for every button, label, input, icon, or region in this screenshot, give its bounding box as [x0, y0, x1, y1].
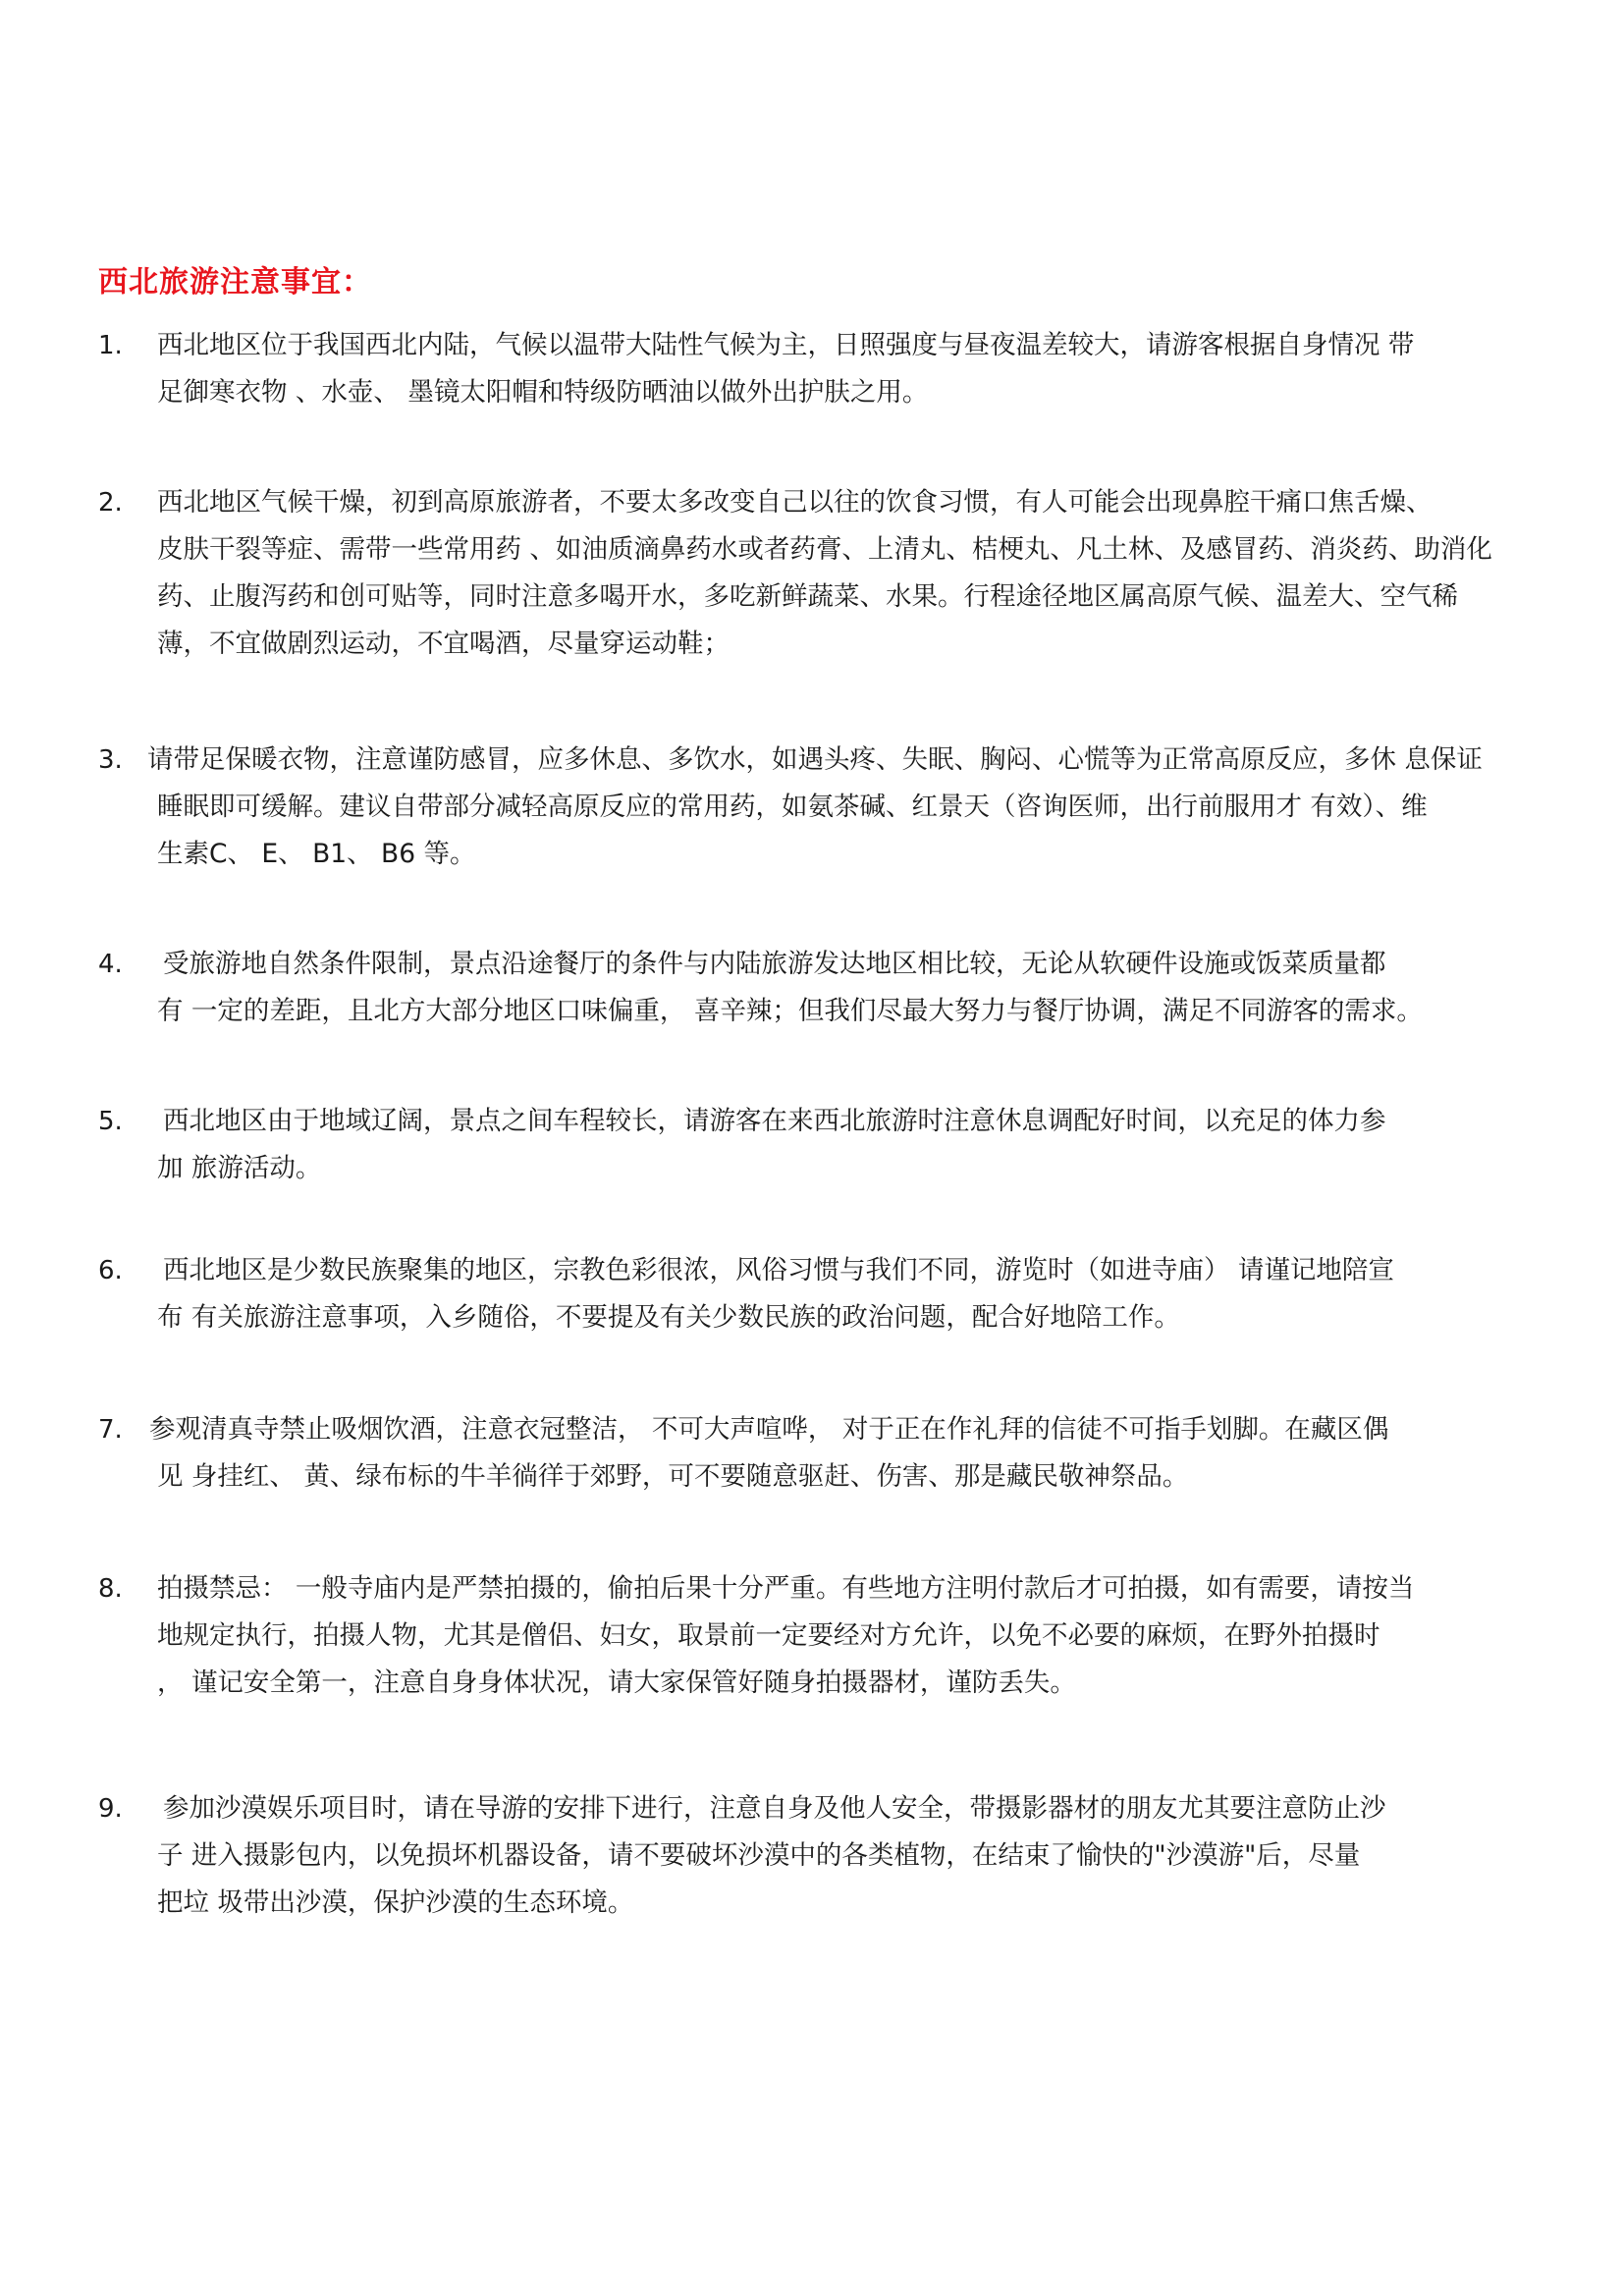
item-text-line: 子 进入摄影包内，以免损坏机器设备，请不要破坏沙漠中的各类植物，在结束了愉快的"沙漠游"后，尽量 — [157, 1840, 1361, 1871]
item-number: 6. — [98, 1256, 123, 1285]
item-text-line: ， 谨记安全第一，注意自身身体状况，请大家保管好随身拍摄器材，谨防丢失。 — [157, 1667, 1076, 1698]
item-number: 5. — [98, 1107, 123, 1136]
item-text-line: 参加沙漠娱乐项目时，请在导游的安排下进行，注意自身及他人安全，带摄影器材的朋友尤其要注意防止沙 — [163, 1793, 1386, 1824]
item-text-line: 参观清真寺禁止吸烟饮酒，注意衣冠整洁， 不可大声喧哗， 对于正在作礼拜的信徒不可指手划脚。在藏区偶 — [149, 1414, 1389, 1445]
item-text-line: 把垃 圾带出沙漠，保护沙漠的生态环境。 — [157, 1887, 634, 1918]
item-number: 3. — [98, 745, 123, 775]
item-text-line: 生素C、 E、 B1、 B6 等。 — [157, 839, 476, 869]
item-text-line: 皮肤干裂等症、需带一些常用药 、如油质滴鼻药水或者药膏、上清丸、桔梗丸、凡土林、及感冒药、消炎药、助消化 — [157, 534, 1492, 565]
item-text-line: 睡眠即可缓解。建议自带部分减轻高原反应的常用药，如氨茶碱、红景天（咨询医师，出行前服用才 有效）、维 — [157, 792, 1428, 822]
item-text-line: 西北地区气候干燥，初到高原旅游者，不要太多改变自己以往的饮食习惯，有人可能会出现鼻腔干痛口焦舌燥、 — [157, 487, 1433, 518]
item-number: 7. — [98, 1415, 123, 1445]
item-text-line: 西北地区是少数民族聚集的地区，宗教色彩很浓，风俗习惯与我们不同，游览时（如进寺庙） 请谨记地陪宣 — [163, 1255, 1394, 1285]
item-number: 8. — [98, 1574, 123, 1604]
item-text-line: 有 一定的差距，且北方大部分地区口味偏重， 喜辛辣；但我们尽最大努力与餐厅协调，满足不同游客的需求。 — [157, 996, 1423, 1026]
item-text-line: 加 旅游活动。 — [157, 1153, 322, 1183]
item-text-line: 药、止腹泻药和创可贴等，同时注意多喝开水，多吃新鲜蔬菜、水果。行程途径地区属高原气候、温差大、空气稀 — [157, 581, 1458, 612]
item-text-line: 见 身挂红、 黄、绿布标的牛羊徜徉于郊野，可不要随意驱赶、伤害、那是藏民敬神祭品。 — [157, 1461, 1189, 1492]
item-number: 1. — [98, 331, 123, 360]
item-text-line: 西北地区由于地域辽阔，景点之间车程较长，请游客在来西北旅游时注意休息调配好时间，以充足的体力参 — [163, 1106, 1386, 1136]
item-text-line: 受旅游地自然条件限制，景点沿途餐厅的条件与内陆旅游发达地区相比较，无论从软硬件设施或饭菜质量都 — [163, 949, 1386, 979]
item-number: 4. — [98, 950, 123, 979]
item-text-line: 拍摄禁忌： 一般寺庙内是严禁拍摄的，偷拍后果十分严重。有些地方注明付款后才可拍摄，如有需要，请按当 — [157, 1573, 1415, 1604]
item-text-line: 足御寒衣物 、水壶、 墨镜太阳帽和特级防晒油以做外出护肤之用。 — [157, 377, 929, 408]
item-number: 9. — [98, 1794, 123, 1824]
item-text-line: 薄，不宜做剧烈运动，不宜喝酒，尽量穿运动鞋； — [157, 629, 730, 659]
item-text-line: 地规定执行，拍摄人物，尤其是僧侣、妇女，取景前一定要经对方允许，以免不必要的麻烦，在野外拍摄时 — [157, 1620, 1380, 1651]
item-text-line: 西北地区位于我国西北内陆，气候以温带大陆性气候为主，日照强度与昼夜温差较大，请游客根据自身情况 带 — [157, 330, 1415, 360]
item-text-line: 请带足保暖衣物，注意谨防感冒，应多休息、多饮水，如遇头疼、失眠、胸闷、心慌等为正常高原反应，多休 息保证 — [147, 744, 1483, 775]
item-text-line: 布 有关旅游注意事项，入乡随俗，不要提及有关少数民族的政治问题，配合好地陪工作。 — [157, 1302, 1180, 1333]
item-number: 2. — [98, 488, 123, 518]
document-title: 西北旅游注意事宜： — [98, 265, 372, 300]
